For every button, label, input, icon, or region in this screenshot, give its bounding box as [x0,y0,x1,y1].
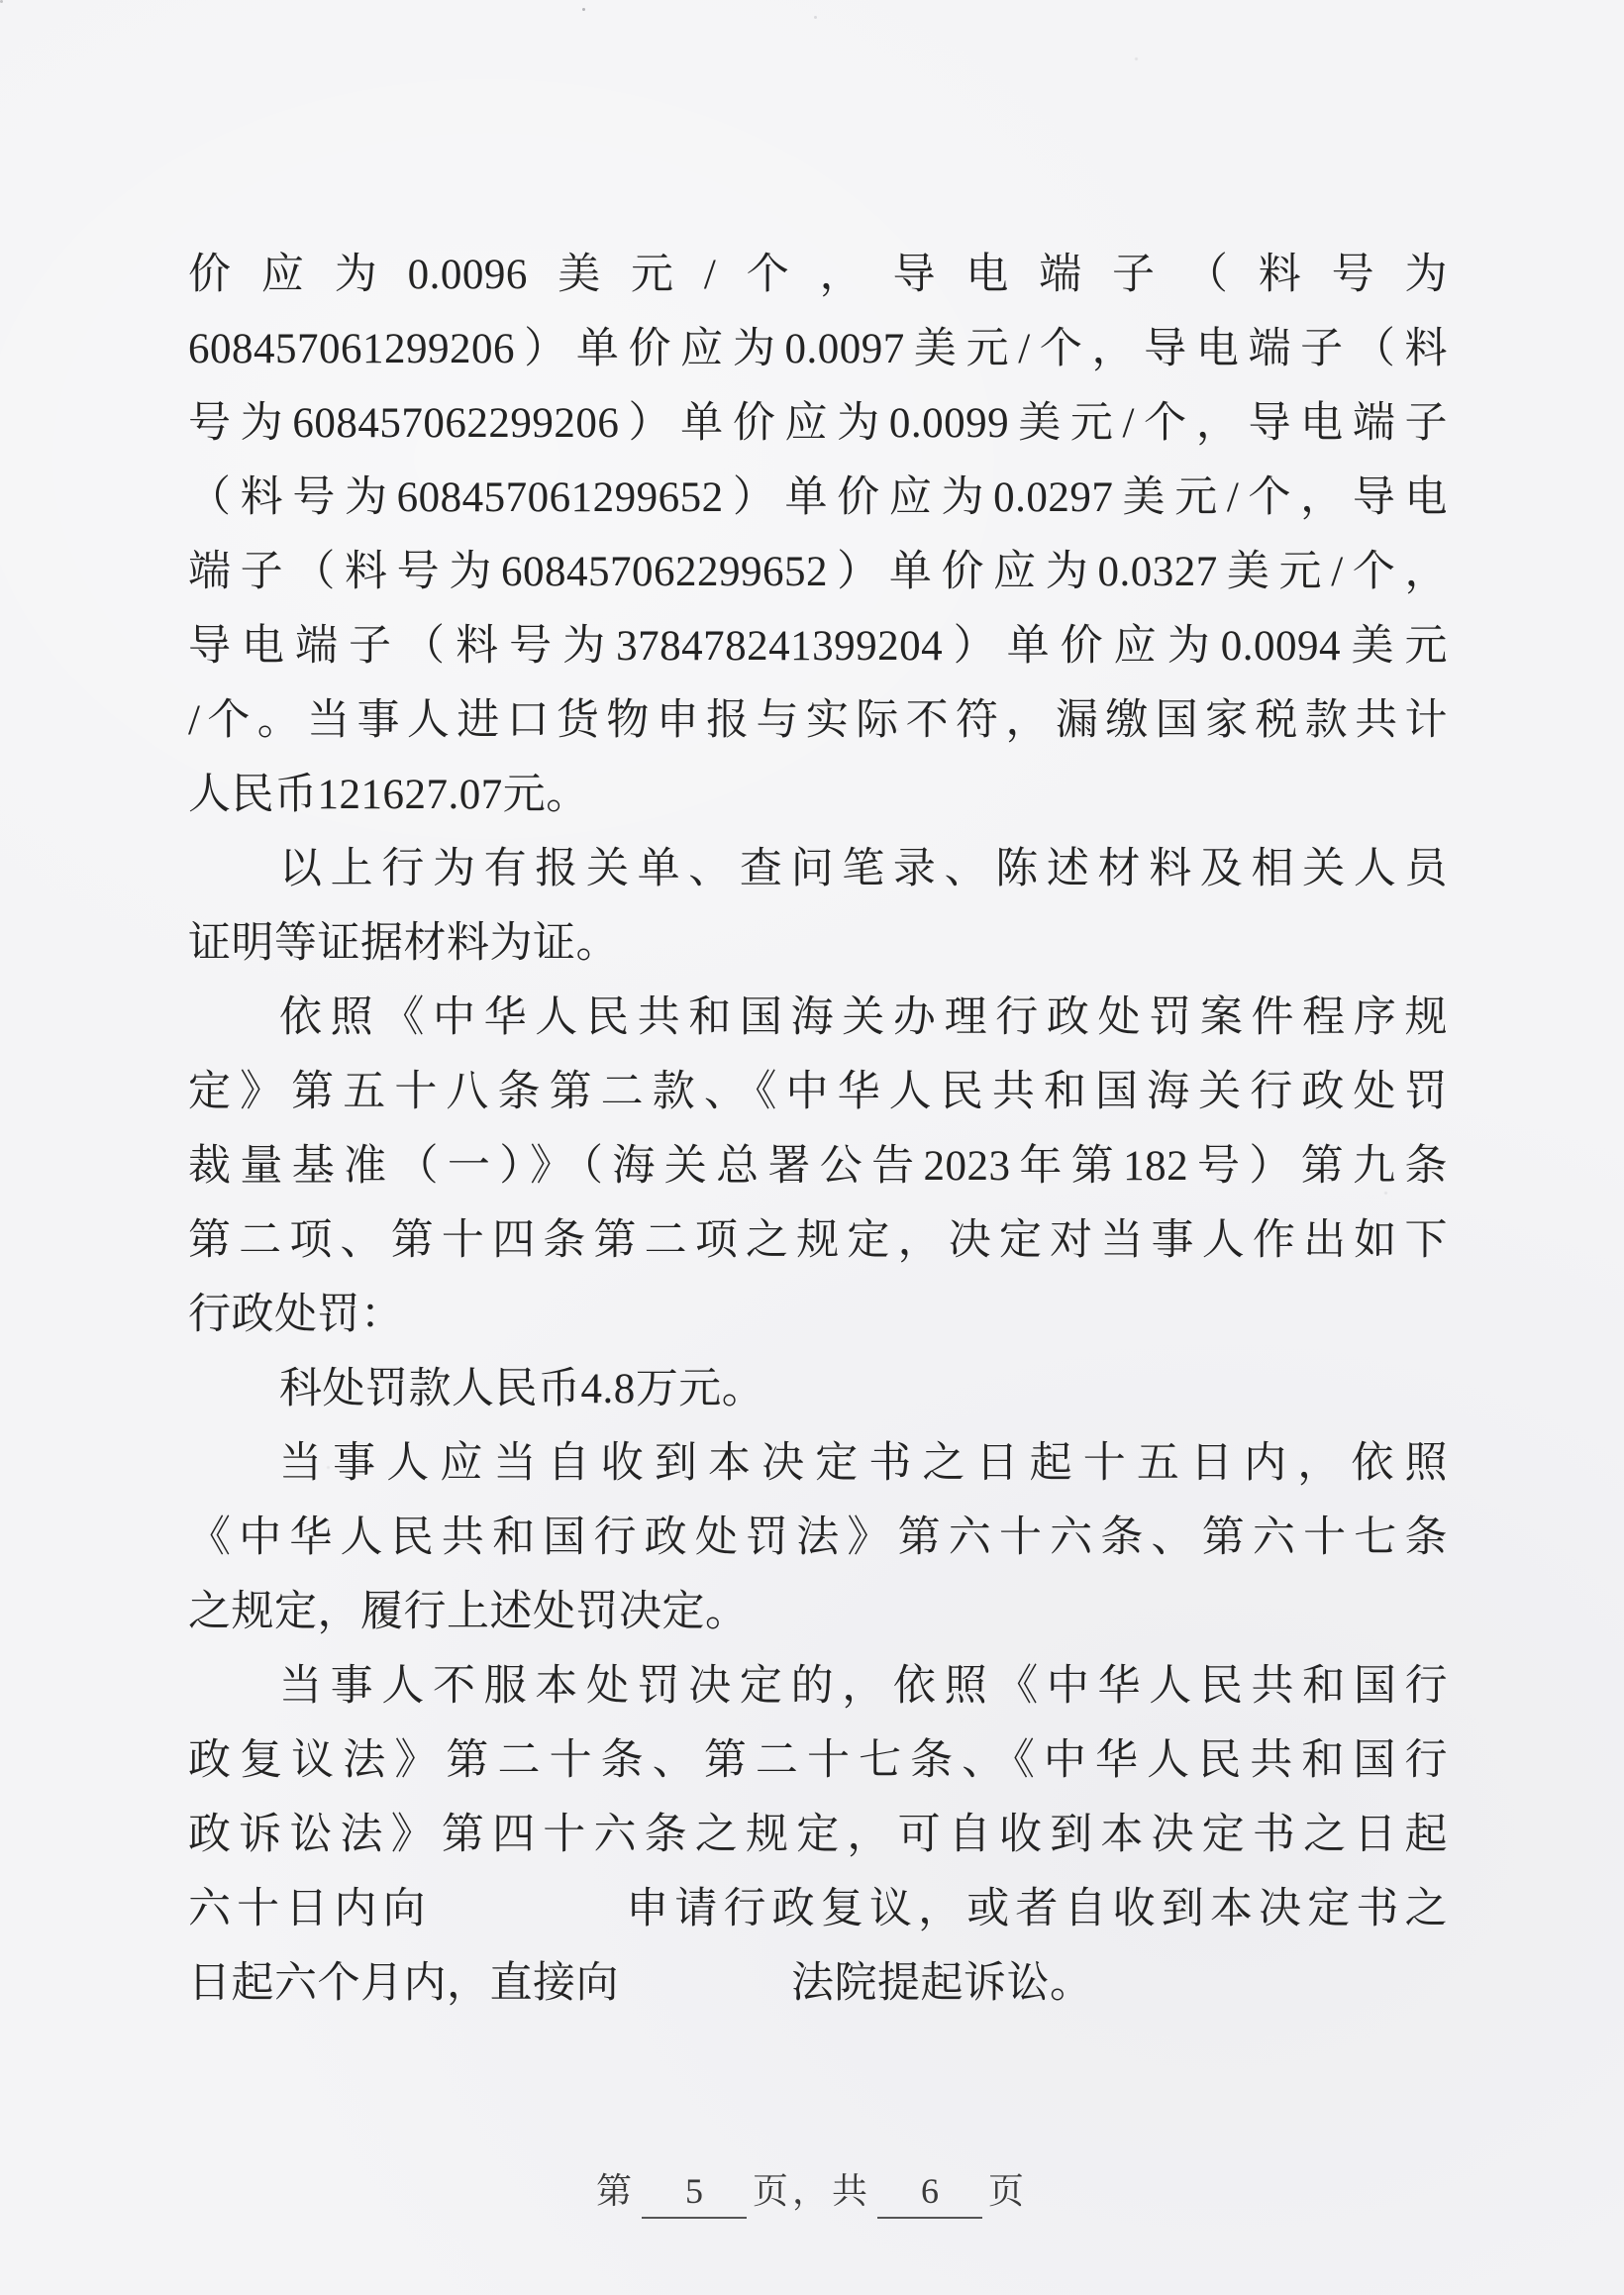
text-line-7: /个。当事人进口货物申报与实际不符，漏缴国家税款共计 [188,697,1448,744]
text-line-9: 以上行为有报关单、查问笔录、陈述材料及相关人员 [279,846,1448,892]
text-line-17: 当事人应当自收到本决定书之日起十五日内，依照 [279,1440,1448,1487]
text-line-4: （料号为608457061299652）单价应为0.0297美元/个，导电 [188,474,1448,521]
text-line-18: 《中华人民共和国行政处罚法》第六十六条、第六十七条 [188,1514,1448,1561]
text-line-10: 证明等证据材料为证。 [188,920,619,967]
text-line-6: 导电端子（料号为378478241399204）单价应为0.0094美元 [188,623,1448,670]
page-footer [0,2165,1624,2219]
document-body [188,238,1448,2021]
footer-page-number: 5 [642,2165,747,2219]
text-line-22: 政诉讼法》第四十六条之规定，可自收到本决定书之日起 [188,1812,1448,1858]
text-line-2: 608457061299206）单价应为0.0097美元/个，导电端子（料 [188,326,1448,372]
text-line-20: 当事人不服本处罚决定的，依照《中华人民共和国行 [279,1663,1448,1710]
text-line-23: 六十日内向 申请行政复议，或者自收到本决定书之 [188,1886,1448,1932]
text-line-15: 行政处罚： [188,1292,404,1338]
text-line-19: 之规定，履行上述处罚决定。 [188,1589,749,1635]
scan-speck-artifacts [0,0,3,3]
footer-suffix-label: 页 [988,2171,1029,2211]
text-line-16: 科处罚款人民币4.8万元。 [279,1366,765,1412]
footer-middle-label: 页，共 [752,2171,871,2211]
text-line-5: 端子（料号为608457062299652）单价应为0.0327美元/个， [188,549,1448,595]
text-line-21: 政复议法》第二十条、第二十七条、《中华人民共和国行 [188,1737,1448,1784]
text-line-11: 依照《中华人民共和国海关办理行政处罚案件程序规 [279,994,1448,1041]
footer-prefix-label: 第 [595,2171,636,2211]
text-line-3: 号为608457062299206）单价应为0.0099美元/个，导电端子 [188,400,1448,447]
text-line-1: 价应为0.0096美元/个，导电端子（料号为 [188,252,1448,298]
text-line-13: 裁量基准（一）》（海关总署公告2023年第182号）第九条 [188,1143,1448,1190]
text-line-24: 日起六个月内，直接向 法院提起诉讼。 [188,1960,1093,2007]
text-line-14: 第二项、第十四条第二项之规定，决定对当事人作出如下 [188,1217,1448,1264]
footer-total-pages: 6 [877,2165,982,2219]
text-line-12: 定》第五十八条第二款、《中华人民共和国海关行政处罚 [188,1069,1448,1115]
text-line-8: 人民币121627.07元。 [188,772,589,818]
